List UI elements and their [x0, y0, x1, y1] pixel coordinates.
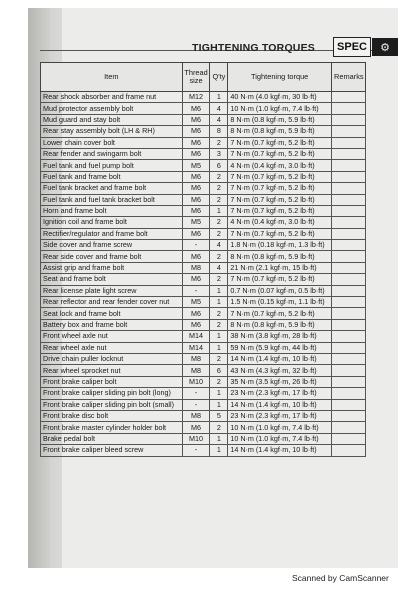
qty-cell: 1	[210, 297, 228, 308]
remarks-cell	[332, 171, 366, 182]
table-row	[41, 285, 366, 296]
qty-cell: 2	[210, 319, 228, 330]
spec-section-label: SPEC	[333, 37, 371, 57]
thread-size-cell: -	[182, 399, 210, 410]
remarks-cell	[332, 137, 366, 148]
torque-cell: 8 N·m (0.8 kgf·m, 5.9 lb·ft)	[228, 114, 332, 125]
item-cell: Front brake caliper sliding pin bolt (small)	[41, 399, 183, 410]
thread-size-cell: M6	[182, 114, 210, 125]
qty-cell: 2	[210, 171, 228, 182]
thread-size-cell: M6	[182, 171, 210, 182]
item-cell: Fuel tank bracket and frame bolt	[41, 183, 183, 194]
remarks-cell	[332, 399, 366, 410]
qty-cell: 8	[210, 126, 228, 137]
remarks-cell	[332, 240, 366, 251]
torque-cell: 1.8 N·m (0.18 kgf·m, 1.3 lb·ft)	[228, 240, 332, 251]
thread-size-cell: -	[182, 240, 210, 251]
item-cell: Brake pedal bolt	[41, 433, 183, 444]
qty-cell: 1	[210, 445, 228, 456]
table-row	[41, 353, 366, 364]
thread-size-cell: M6	[182, 194, 210, 205]
wrench-icon: ⚙	[372, 38, 398, 56]
item-cell: Ignition coil and frame bolt	[41, 217, 183, 228]
table-row	[41, 240, 366, 251]
qty-cell: 1	[210, 205, 228, 216]
remarks-cell	[332, 331, 366, 342]
item-cell: Rectifier/regulator and frame bolt	[41, 228, 183, 239]
thread-size-cell: M10	[182, 376, 210, 387]
item-cell: Rear shock absorber and frame nut	[41, 92, 183, 103]
qty-cell: 1	[210, 433, 228, 444]
torque-cell: 43 N·m (4.3 kgf·m, 32 lb·ft)	[228, 365, 332, 376]
thread-size-cell: M6	[182, 137, 210, 148]
remarks-cell	[332, 103, 366, 114]
torque-cell: 0.7 N·m (0.07 kgf·m, 0.5 lb·ft)	[228, 285, 332, 296]
qty-cell: 2	[210, 274, 228, 285]
table-row	[41, 228, 366, 239]
table-row	[41, 194, 366, 205]
item-cell: Rear side cover and frame bolt	[41, 251, 183, 262]
table-row	[41, 274, 366, 285]
torque-cell: 14 N·m (1.4 kgf·m, 10 lb·ft)	[228, 353, 332, 364]
thread-size-cell: -	[182, 445, 210, 456]
remarks-cell	[332, 353, 366, 364]
torque-cell: 7 N·m (0.7 kgf·m, 5.2 lb·ft)	[228, 308, 332, 319]
table-row	[41, 308, 366, 319]
thread-size-cell: M6	[182, 274, 210, 285]
table-row	[41, 388, 366, 399]
table-row	[41, 399, 366, 410]
torque-cell: 1.5 N·m (0.15 kgf·m, 1.1 lb·ft)	[228, 297, 332, 308]
column-header-remarks: Remarks	[332, 63, 366, 92]
table-row	[41, 297, 366, 308]
torque-cell: 14 N·m (1.4 kgf·m, 10 lb·ft)	[228, 399, 332, 410]
column-header-item: Item	[41, 63, 183, 92]
thread-size-cell: M6	[182, 103, 210, 114]
qty-cell: 1	[210, 331, 228, 342]
item-cell: Front wheel axle nut	[41, 331, 183, 342]
remarks-cell	[332, 376, 366, 387]
qty-cell: 6	[210, 365, 228, 376]
thread-size-cell: M6	[182, 319, 210, 330]
item-cell: Front brake caliper sliding pin bolt (long)	[41, 388, 183, 399]
thread-size-cell: M10	[182, 433, 210, 444]
qty-cell: 4	[210, 240, 228, 251]
qty-cell: 1	[210, 388, 228, 399]
remarks-cell	[332, 126, 366, 137]
item-cell: Rear stay assembly bolt (LH & RH)	[41, 126, 183, 137]
qty-cell: 2	[210, 217, 228, 228]
qty-cell: 4	[210, 262, 228, 273]
table-row	[41, 92, 366, 103]
item-cell: Front brake master cylinder holder bolt	[41, 422, 183, 433]
torque-cell: 23 N·m (2.3 kgf·m, 17 lb·ft)	[228, 388, 332, 399]
remarks-cell	[332, 365, 366, 376]
scanner-watermark: Scanned by CamScanner	[292, 573, 389, 583]
thread-size-cell: M14	[182, 342, 210, 353]
qty-cell: 5	[210, 410, 228, 421]
item-cell: Rear reflector and rear fender cover nut	[41, 297, 183, 308]
torque-cell: 10 N·m (1.0 kgf·m, 7.4 lb·ft)	[228, 433, 332, 444]
torque-cell: 7 N·m (0.7 kgf·m, 5.2 lb·ft)	[228, 228, 332, 239]
remarks-cell	[332, 92, 366, 103]
column-header-qty: Q'ty	[210, 63, 228, 92]
table-header-row	[41, 63, 366, 92]
remarks-cell	[332, 445, 366, 456]
qty-cell: 2	[210, 194, 228, 205]
torque-cell: 7 N·m (0.7 kgf·m, 5.2 lb·ft)	[228, 205, 332, 216]
qty-cell: 3	[210, 148, 228, 159]
item-cell: Front brake caliper bleed screw	[41, 445, 183, 456]
thread-size-cell: M6	[182, 251, 210, 262]
item-cell: Front brake disc bolt	[41, 410, 183, 421]
qty-cell: 1	[210, 342, 228, 353]
item-cell: Seat and frame bolt	[41, 274, 183, 285]
remarks-cell	[332, 285, 366, 296]
remarks-cell	[332, 183, 366, 194]
thread-size-cell: M6	[182, 205, 210, 216]
torque-cell: 23 N·m (2.3 kgf·m, 17 lb·ft)	[228, 410, 332, 421]
thread-size-cell: -	[182, 388, 210, 399]
torque-table	[40, 62, 366, 457]
table-row	[41, 445, 366, 456]
qty-cell: 2	[210, 228, 228, 239]
remarks-cell	[332, 388, 366, 399]
table-row	[41, 103, 366, 114]
thread-size-cell: M6	[182, 148, 210, 159]
item-cell: Rear fender and swingarm bolt	[41, 148, 183, 159]
table-row	[41, 262, 366, 273]
table-row	[41, 217, 366, 228]
torque-cell: 10 N·m (1.0 kgf·m, 7.4 lb·ft)	[228, 422, 332, 433]
torque-cell: 7 N·m (0.7 kgf·m, 5.2 lb·ft)	[228, 194, 332, 205]
table-row	[41, 183, 366, 194]
torque-cell: 4 N·m (0.4 kgf·m, 3.0 lb·ft)	[228, 160, 332, 171]
remarks-cell	[332, 297, 366, 308]
table-row	[41, 126, 366, 137]
torque-cell: 8 N·m (0.8 kgf·m, 5.9 lb·ft)	[228, 251, 332, 262]
item-cell: Lower chain cover bolt	[41, 137, 183, 148]
thread-size-cell: M8	[182, 365, 210, 376]
remarks-cell	[332, 274, 366, 285]
remarks-cell	[332, 262, 366, 273]
table-row	[41, 205, 366, 216]
thread-size-cell: M5	[182, 297, 210, 308]
table-row	[41, 319, 366, 330]
torque-cell: 8 N·m (0.8 kgf·m, 5.9 lb·ft)	[228, 319, 332, 330]
thread-size-cell: M6	[182, 308, 210, 319]
thread-size-cell: -	[182, 285, 210, 296]
column-header-torque: Tightening torque	[228, 63, 332, 92]
table-row	[41, 114, 366, 125]
thread-size-cell: M6	[182, 422, 210, 433]
column-header-thread-size: Thread size	[182, 63, 210, 92]
table-body	[41, 92, 366, 457]
item-cell: Battery box and frame bolt	[41, 319, 183, 330]
table-row	[41, 137, 366, 148]
torque-cell: 35 N·m (3.5 kgf·m, 26 lb·ft)	[228, 376, 332, 387]
thread-size-cell: M5	[182, 217, 210, 228]
table-row	[41, 160, 366, 171]
qty-cell: 1	[210, 92, 228, 103]
torque-cell: 7 N·m (0.7 kgf·m, 5.2 lb·ft)	[228, 274, 332, 285]
item-cell: Mud protector assembly bolt	[41, 103, 183, 114]
remarks-cell	[332, 228, 366, 239]
item-cell: Fuel tank and fuel tank bracket bolt	[41, 194, 183, 205]
qty-cell: 4	[210, 114, 228, 125]
table-row	[41, 251, 366, 262]
item-cell: Mud guard and stay bolt	[41, 114, 183, 125]
torque-cell: 38 N·m (3.8 kgf·m, 28 lb·ft)	[228, 331, 332, 342]
torque-cell: 8 N·m (0.8 kgf·m, 5.9 lb·ft)	[228, 126, 332, 137]
thread-size-cell: M6	[182, 228, 210, 239]
table-row	[41, 365, 366, 376]
table-row	[41, 148, 366, 159]
remarks-cell	[332, 217, 366, 228]
remarks-cell	[332, 114, 366, 125]
item-cell: Rear wheel sprocket nut	[41, 365, 183, 376]
qty-cell: 2	[210, 137, 228, 148]
torque-cell: 4 N·m (0.4 kgf·m, 3.0 lb·ft)	[228, 217, 332, 228]
torque-cell: 21 N·m (2.1 kgf·m, 15 lb·ft)	[228, 262, 332, 273]
remarks-cell	[332, 148, 366, 159]
qty-cell: 4	[210, 103, 228, 114]
table-row	[41, 376, 366, 387]
table-row	[41, 171, 366, 182]
qty-cell: 6	[210, 160, 228, 171]
torque-cell: 40 N·m (4.0 kgf·m, 30 lb·ft)	[228, 92, 332, 103]
remarks-cell	[332, 410, 366, 421]
qty-cell: 2	[210, 308, 228, 319]
remarks-cell	[332, 251, 366, 262]
remarks-cell	[332, 319, 366, 330]
thread-size-cell: M5	[182, 160, 210, 171]
qty-cell: 1	[210, 399, 228, 410]
item-cell: Rear wheel axle nut	[41, 342, 183, 353]
thread-size-cell: M6	[182, 183, 210, 194]
qty-cell: 1	[210, 285, 228, 296]
torque-cell: 14 N·m (1.4 kgf·m, 10 lb·ft)	[228, 445, 332, 456]
item-cell: Fuel tank and fuel pump bolt	[41, 160, 183, 171]
item-cell: Fuel tank and frame bolt	[41, 171, 183, 182]
item-cell: Side cover and frame screw	[41, 240, 183, 251]
item-cell: Front brake caliper bolt	[41, 376, 183, 387]
thread-size-cell: M8	[182, 353, 210, 364]
qty-cell: 2	[210, 422, 228, 433]
qty-cell: 2	[210, 251, 228, 262]
torque-cell: 7 N·m (0.7 kgf·m, 5.2 lb·ft)	[228, 171, 332, 182]
remarks-cell	[332, 194, 366, 205]
item-cell: Drive chain puller locknut	[41, 353, 183, 364]
thread-size-cell: M8	[182, 410, 210, 421]
remarks-cell	[332, 422, 366, 433]
table-row	[41, 342, 366, 353]
thread-size-cell: M14	[182, 331, 210, 342]
item-cell: Horn and frame bolt	[41, 205, 183, 216]
torque-cell: 7 N·m (0.7 kgf·m, 5.2 lb·ft)	[228, 137, 332, 148]
thread-size-cell: M8	[182, 262, 210, 273]
qty-cell: 2	[210, 376, 228, 387]
torque-cell: 7 N·m (0.7 kgf·m, 5.2 lb·ft)	[228, 148, 332, 159]
remarks-cell	[332, 308, 366, 319]
remarks-cell	[332, 160, 366, 171]
page-title: TIGHTENING TORQUES	[192, 42, 315, 54]
remarks-cell	[332, 342, 366, 353]
remarks-cell	[332, 433, 366, 444]
item-cell: Assist grip and frame bolt	[41, 262, 183, 273]
thread-size-cell: M12	[182, 92, 210, 103]
item-cell: Seat lock and frame bolt	[41, 308, 183, 319]
table-row	[41, 433, 366, 444]
table-row	[41, 331, 366, 342]
table-row	[41, 422, 366, 433]
remarks-cell	[332, 205, 366, 216]
item-cell: Rear license plate light screw	[41, 285, 183, 296]
table-row	[41, 410, 366, 421]
qty-cell: 2	[210, 353, 228, 364]
torque-cell: 7 N·m (0.7 kgf·m, 5.2 lb·ft)	[228, 183, 332, 194]
qty-cell: 2	[210, 183, 228, 194]
thread-size-cell: M6	[182, 126, 210, 137]
torque-cell: 10 N·m (1.0 kgf·m, 7.4 lb·ft)	[228, 103, 332, 114]
torque-cell: 59 N·m (5.9 kgf·m, 44 lb·ft)	[228, 342, 332, 353]
